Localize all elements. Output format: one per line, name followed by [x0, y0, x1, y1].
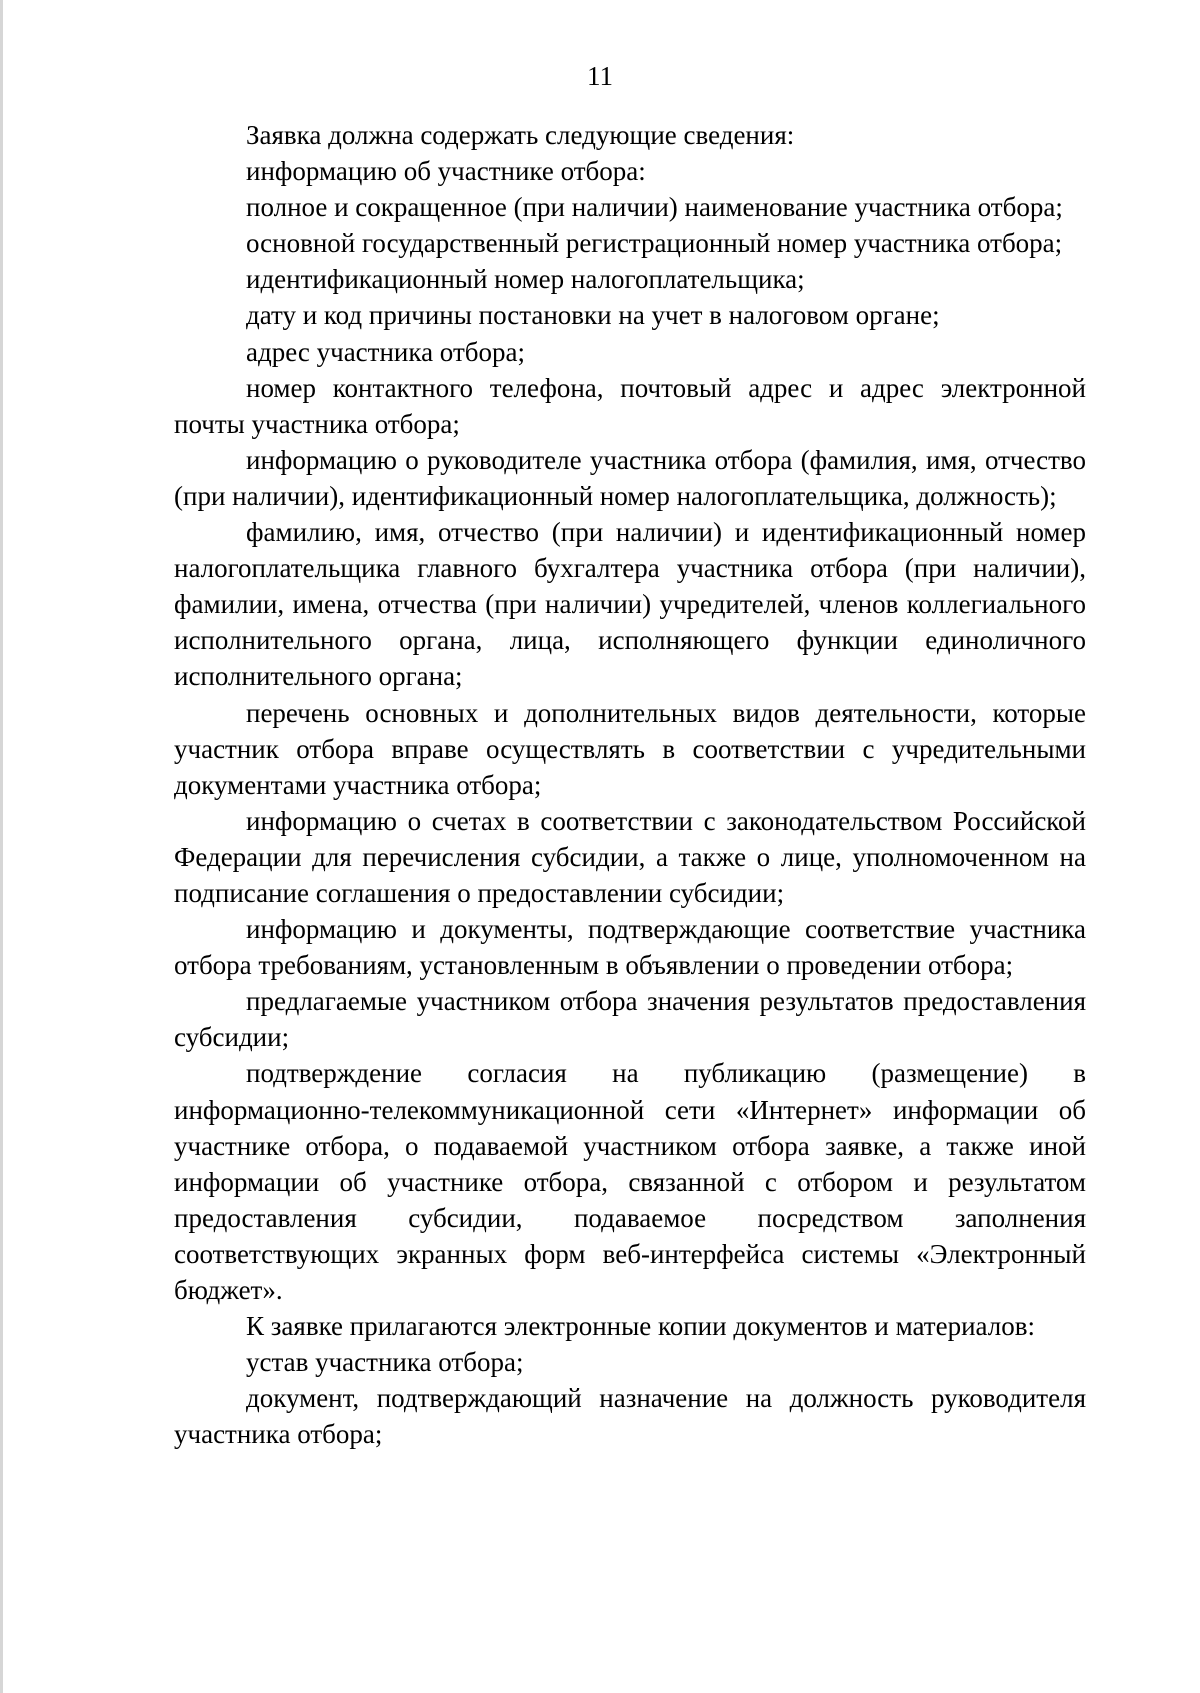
- paragraph: дату и код причины постановки на учет в налоговом органе;: [246, 300, 940, 331]
- document-body: [174, 117, 1086, 1452]
- paragraph: адрес участника отбора;: [246, 336, 525, 367]
- paragraph: фамилию, имя, отчество (при наличии) и идентификационный номер налогоплательщика главного бухгалтера участника отбора (при наличии), фамилии, имена, отчества (при наличии) учредителей, членов коллегиального исполнительного органа, лица, исполняющего функции единоличного исполнительного органа;: [174, 517, 1086, 692]
- paragraph: подтверждение согласия на публикацию (размещение) в информационно-телекоммуникационной сети «Интернет» информации об участнике отбора, о подаваемой участником отбора заявке, а также иной информации об участнике отбора, связанной с отбором и результатом предоставления субсидии, подаваемое посредством заполнения соответствующих экранных форм веб-интерфейса системы «Электронный бюджет».: [174, 1058, 1086, 1305]
- paragraph: информацию о счетах в соответствии с законодательством Российской Федерации для перечисления субсидии, а также о лице, уполномоченном на подписание соглашения о предоставлении субсидии;: [174, 805, 1086, 908]
- paragraph: документ, подтверждающий назначение на должность руководителя участника отбора;: [174, 1383, 1086, 1450]
- paragraph: К заявке прилагаются электронные копии документов и материалов:: [246, 1311, 1035, 1342]
- paragraph: полное и сокращенное (при наличии) наименование участника отбора;: [246, 192, 1063, 223]
- paragraph: устав участника отбора;: [246, 1347, 524, 1378]
- paragraph: основной государственный регистрационный номер участника отбора;: [246, 228, 1063, 259]
- scan-edge: [0, 0, 3, 1693]
- paragraph: информацию о руководителе участника отбора (фамилия, имя, отчество (при наличии), идентификационный номер налогоплательщика, должность);: [174, 444, 1086, 511]
- paragraph: Заявка должна содержать следующие сведения:: [246, 120, 795, 150]
- paragraph: идентификационный номер налогоплательщика;: [246, 264, 805, 295]
- paragraph: предлагаемые участником отбора значения результатов предоставления субсидии;: [174, 986, 1086, 1053]
- paragraph: перечень основных и дополнительных видов деятельности, которые участник отбора вправе осуществлять в соответствии с учредительными документами участника отбора;: [174, 697, 1086, 800]
- paragraph: номер контактного телефона, почтовый адрес и адрес электронной почты участника отбора;: [174, 372, 1086, 439]
- paragraph: информацию об участнике отбора:: [246, 156, 646, 187]
- page-number: 11: [587, 61, 613, 91]
- paragraph: информацию и документы, подтверждающие соответствие участника отбора требованиям, установленным в объявлении о проведении отбора;: [174, 914, 1086, 981]
